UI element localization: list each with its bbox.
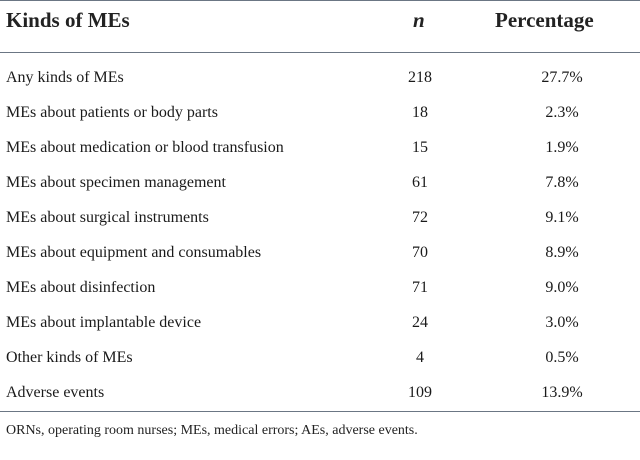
- table-footnote: ORNs, operating room nurses; MEs, medical errors; AEs, adverse events.: [6, 423, 418, 438]
- row-n: 4: [416, 349, 424, 366]
- row-label: MEs about medication or blood transfusion: [6, 139, 284, 156]
- row-n: 70: [412, 244, 428, 261]
- row-percentage: 9.0%: [545, 279, 579, 296]
- row-percentage: 13.9%: [541, 384, 583, 401]
- table-row: [0, 375, 640, 410]
- row-percentage: 0.5%: [545, 349, 579, 366]
- row-n: 109: [408, 384, 432, 401]
- table-row: [0, 235, 640, 270]
- row-percentage: 8.9%: [545, 244, 579, 261]
- row-percentage: 9.1%: [545, 209, 579, 226]
- row-n: 71: [412, 279, 428, 296]
- row-label: MEs about disinfection: [6, 279, 156, 296]
- table-row: [0, 60, 640, 95]
- table-header: [0, 0, 640, 52]
- bottom-rule: [0, 411, 640, 412]
- header-percentage: Percentage: [495, 8, 594, 32]
- table-row: [0, 200, 640, 235]
- table-row: [0, 95, 640, 130]
- row-percentage: 2.3%: [545, 104, 579, 121]
- header-rule: [0, 52, 640, 53]
- row-label: Any kinds of MEs: [6, 69, 124, 86]
- row-n: 18: [412, 104, 428, 121]
- row-n: 61: [412, 174, 428, 191]
- row-label: Adverse events: [6, 384, 105, 401]
- table-row: [0, 340, 640, 375]
- header-n: n: [413, 8, 425, 32]
- table-row: [0, 270, 640, 305]
- row-label: MEs about implantable device: [6, 314, 202, 331]
- header-kinds: Kinds of MEs: [6, 8, 130, 32]
- row-n: 15: [412, 139, 428, 156]
- row-label: Other kinds of MEs: [6, 349, 133, 366]
- table-row: [0, 130, 640, 165]
- row-label: MEs about equipment and consumables: [6, 244, 262, 261]
- row-label: MEs about specimen management: [6, 174, 226, 191]
- row-n: 72: [412, 209, 428, 226]
- row-label: MEs about surgical instruments: [6, 209, 209, 226]
- row-percentage: 3.0%: [545, 314, 579, 331]
- row-n: 24: [412, 314, 428, 331]
- row-n: 218: [408, 69, 432, 86]
- row-percentage: 27.7%: [541, 69, 583, 86]
- row-percentage: 7.8%: [545, 174, 579, 191]
- table-body: [0, 60, 640, 410]
- table-row: [0, 165, 640, 200]
- row-label: MEs about patients or body parts: [6, 104, 218, 121]
- row-percentage: 1.9%: [545, 139, 579, 156]
- table-row: [0, 305, 640, 340]
